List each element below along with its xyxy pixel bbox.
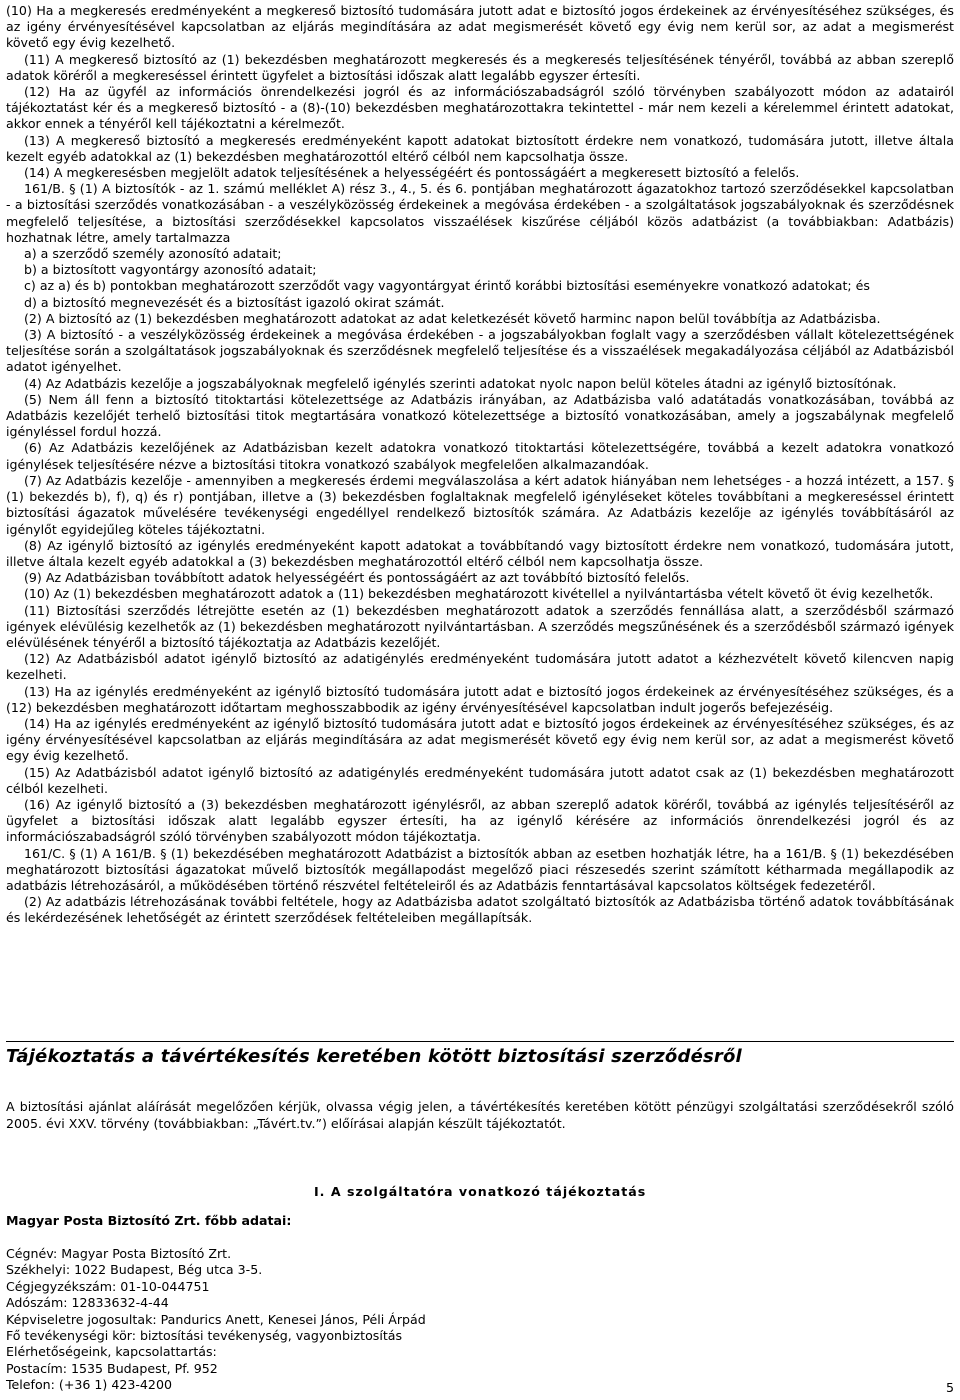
body-paragraph: (10) Az (1) bekezdésben meghatározott adatok a (11) bekezdésben meghatározott kivétellel a nyilvántartásba vételt követő öt évig kezelhetők. (24, 586, 934, 602)
body-paragraph: (12) Az Adatbázisból adatot igénylő biztosító az adatigénylés eredményeként tudomására jutott adatot a kézhezvételt követő kilencven napig kezelheti. (6, 651, 954, 683)
chapter-heading: I. A szolgáltatóra vonatkozó tájékoztatás (314, 1184, 647, 1199)
body-paragraph: (16) Az igénylő biztosító a (3) bekezdésben meghatározott igénylésről, az abban szereplő adatok köréről, továbbá az igénylés teljesítéséről az ügyfelet a biztosítási időszak alatt legalább egyszer értesíti, ha az igénylő kérésére az információs önrendelkezési jogról és az információszabadságról szóló törvényben szabályozott módon tájékoztatja. (6, 796, 954, 845)
body-paragraph: (11) Biztosítási szerződés létrejötte esetén az (1) bekezdésben meghatározott adatok a szerződés fennállása alatt, a szerződésből származó igények elévülésig kezelhetők az (1) bekezdésben meghatározott nyilvántartásban. A szerződés megszűnésének és a szerződésből származó igények elévülésének tényéről a biztosító tájékoztatja az Adatbázis kezelőjét. (6, 602, 954, 650)
company-data-line: Cégjegyzékszám: 01-10-044751 (6, 1278, 210, 1294)
body-paragraph: d) a biztosító megnevezését és a biztosítást igazoló okirat számát. (24, 294, 445, 310)
company-data-list (6, 1246, 426, 1394)
company-data-line: Székhelyi: 1022 Budapest, Bég utca 3-5. (6, 1262, 263, 1278)
legal-text-body (6, 3, 954, 927)
body-paragraph: (9) Az Adatbázisban továbbított adatok helyességéért és pontosságáért az azt továbbító biztosító felelős. (24, 570, 690, 586)
body-paragraph: 161/B. § (1) A biztosítók - az 1. számú melléklet A) rész 3., 4., 5. és 6. pontjában meghatározott ágazatokhoz tartozó szerződésekkel kapcsolatban - a biztosítási szerződés vonatkozásában - a veszélyközösség érdekeinek a megóvása érdekében - a szolgáltatások jogszabályoknak és szerződésnek megfelelő teljesítése, a biztosítási szerződésekkel kapcsolatos visszaélések kiszűrése céljából közös adatbázist (a továbbiakban: Adatbázis) hozhatnak létre, amely tartalmazza (6, 181, 954, 245)
intro-paragraph: A biztosítási ajánlat aláírását megelőzően kérjük, olvassa végig jelen, a távértékesítés keretében kötött pénzügyi szolgáltatási szerződésekről szóló 2005. évi XXV. törvény (továbbiakban: „Távért.tv.”) előírásai alapján készült tájékoztatót. (6, 1099, 954, 1131)
body-paragraph: (7) Az Adatbázis kezelője - amennyiben a megkeresés érdemi megválaszolása a kért adatok hiányában nem lehetséges - a hozzá intézett, a 157. § (1) bekezdés b), f), q) és r) pontjában, illetve a (3) bekezdésben foglaltaknak megfelelő igényléseket köteles továbbítani a megkereséssel érintett biztosítási ágazatok művelésére tevékenységi engedéllyel rendelkező biztosítók számára. Az Adatbázis kezelője az igénylés továbbításáról az igénylőt egyidejűleg köteles tájékoztatni. (6, 472, 954, 537)
body-paragraph: (15) Az Adatbázisból adatot igénylő biztosító az adatigénylés eredményeként tudomására jutott adatot csak az (1) bekezdésben meghatározott célból kezelheti. (6, 764, 954, 796)
company-data-line: Képviseletre jogosultak: Pandurics Anett, Kenesei János, Péli Árpád (6, 1311, 426, 1327)
body-paragraph: (3) A biztosító - a veszélyközösség érdekeinek a megóvása érdekében - a jogszabályokban foglalt vagy a szerződésben vállalt kötelezettségének teljesítése során a szolgáltatások jogszabályoknak és szerződésnek megfelelő teljesítése és a visszaélések megakadályozása céljából az Adatbázisból adatot igényelhet. (6, 327, 954, 375)
body-paragraph: (2) A biztosító az (1) bekezdésben meghatározott adatokat az adat keletkezését követő harminc napon belül továbbítja az Adatbázisba. (24, 310, 881, 326)
body-paragraph: (13) A megkereső biztosító a megkeresés eredményeként kapott adatokat biztosított érdekre nem vonatkozó, tudomására jutott, illetve általa kezelt egyéb adatokkal az (1) bekezdésben meghatározottól eltérő célból nem kapcsolhatja össze. (6, 132, 954, 164)
company-data-line: Elérhetőségeink, kapcsolattartás: (6, 1344, 217, 1360)
company-data-line: Telefon: (+36 1) 423-4200 (6, 1377, 172, 1393)
company-heading: Magyar Posta Biztosító Zrt. főbb adatai: (6, 1213, 292, 1228)
body-paragraph: (11) A megkereső biztosító az (1) bekezdésben meghatározott megkeresés és a megkeresés teljesítésének tényéről, továbbá az abban szereplő adatok köréről a megkereséssel érintett ügyfelet a biztosítási időszak alatt legalább egyszer értesíti. (6, 51, 954, 83)
body-paragraph: a) a szerződő személy azonosító adatait; (24, 246, 282, 262)
body-paragraph: (4) Az Adatbázis kezelője a jogszabályoknak megfelelő igénylés szerinti adatokat nyolc napon belül köteles átadni az igénylő biztosítónak. (24, 375, 897, 391)
company-data-line: Postacím: 1535 Budapest, Pf. 952 (6, 1360, 218, 1376)
company-data-line: Cégnév: Magyar Posta Biztosító Zrt. (6, 1246, 232, 1261)
body-paragraph: (14) A megkeresésben megjelölt adatok teljesítésének a helyességéért és pontosságáért a megkeresett biztosító a felelős. (24, 165, 800, 181)
body-paragraph: (6) Az Adatbázis kezelőjének az Adatbázisban kezelt adatokra vonatkozó titoktartási kötelezettségére, továbbá a kezelt adatokra vonatkozó igénylések teljesítésére nézve a biztosítási titokra vonatkozó szabályok megfelelően alkalmazandóak. (6, 440, 954, 472)
company-data-line: Adószám: 12833632-4-44 (6, 1295, 169, 1311)
body-paragraph: (12) Ha az ügyfél az információs önrendelkezési jogról és az információszabadságról szóló törvényben szabályozott módon az adatairól tájékoztatást kér és a megkereső biztosító - a (8)-(10) bekezdésben meghatározottakra tekintettel - már nem kezeli a kérelemmel érintett adatokat, akkor ennek a tényéről kell tájékoztatni a kérelmezőt. (6, 84, 954, 132)
page-number: 5 (945, 1380, 954, 1395)
body-paragraph: (8) Az igénylő biztosító az igénylés eredményeként kapott adatokat a továbbítandó vagy biztosított érdekre nem vonatkozó, tudomására jutott, illetve általa kezelt egyéb adatokkal a (3) bekezdésben meghatározottól eltérő célból nem kapcsolhatja össze. (6, 537, 954, 569)
body-paragraph: c) az a) és b) pontokban meghatározott szerződőt vagy vagyontárgyat érintő korábbi biztosítási eseményekre vonatkozó adatokat; és (24, 278, 870, 294)
body-paragraph: (10) Ha a megkeresés eredményeként a megkereső biztosító tudomására jutott adat e biztosító jogos érdekeinek az érvényesítéséhez szükséges, és az igény érvényesítésével kapcsolatban az eljárás megindítására az adat megismerését követő egy évig nem kerül sor, az adat a megismerést követő egy évig kezelhető. (6, 3, 954, 51)
body-paragraph: (2) Az adatbázis létrehozásának további feltétele, hogy az Adatbázisba adatot szolgáltató biztosítók az Adatbázisba történő adatok továbbításának és lekérdezésének lehetőségét az érintett szerződések feltételeiben megállapítsák. (6, 894, 954, 926)
body-paragraph: (14) Ha az igénylés eredményeként az igénylő biztosító tudomására jutott adat e biztosító jogos érdekeinek az érvényesítéséhez szükséges, és az igény érvényesítésével kapcsolatban az eljárás megindítására az adat megismerését követő egy évig nem kerül sor, az adat a megismerést követő egy évig kezelhető. (6, 715, 954, 764)
section-divider (6, 1041, 954, 1042)
body-paragraph: 161/C. § (1) A 161/B. § (1) bekezdésében meghatározott Adatbázist a biztosítók abban az esetben hozhatják létre, ha a 161/B. § (1) bekezdésében meghatározott biztosítási ágazatokat művelő biztosítók megállapodást megelőző piaci részesedés szerint számított kétharmada megállapodik az adatbázis létrehozásáról, a működésében történő részvétel feltételeiről és az Adatbázis fenntartásával kapcsolatos költségek fedezetéről. (6, 845, 954, 893)
body-paragraph: (5) Nem áll fenn a biztosító titoktartási kötelezettsége az Adatbázis irányában, az Adatbázisba való adatátadás vonatkozásában, továbbá az Adatbázis kezelőjét terhelő biztosítási titok megtartására vonatkozó kötelezettsége a biztosító vonatkozásában, amely a jogszabálynak megfelelő igényléssel fordul hozzá. (6, 391, 954, 440)
body-paragraph: (13) Ha az igénylés eredményeként az igénylő biztosító tudomására jutott adat e biztosító jogos érdekeinek az érvényesítéséhez szükséges, és a (12) bekezdésben meghatározott időtartam meghosszabbodik az igény érvényesítésével kapcsolatban indult jogerős befejezéséig. (6, 683, 954, 715)
body-paragraph: b) a biztosított vagyontárgy azonosító adatait; (24, 262, 317, 278)
section-title: Tájékoztatás a távértékesítés keretében kötött biztosítási szerződésről (6, 1046, 742, 1067)
company-data-line: Fő tevékenységi kör: biztosítási tevékenység, vagyonbiztosítás (6, 1328, 403, 1344)
